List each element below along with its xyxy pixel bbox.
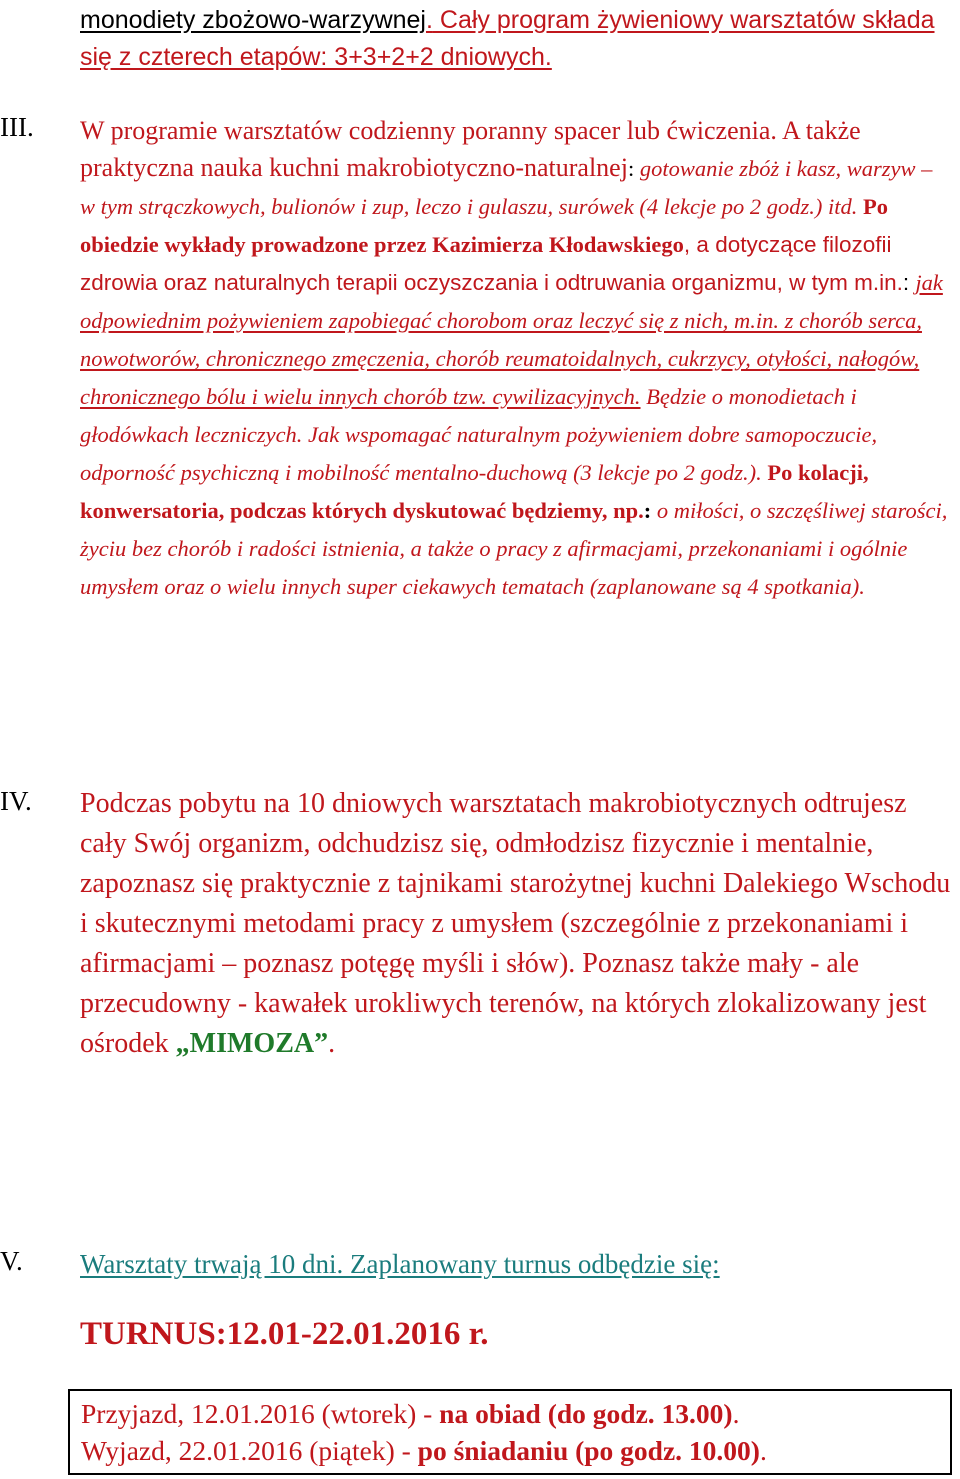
section-3-text-2: : (627, 156, 640, 181)
section-3-text-9: Po kolacji, konwersatoria, podczas których dyskutować będziemy, np. (80, 460, 869, 523)
intro-text-2: Cały program żywieniowy warsztatów składa się z czterech etapów: 3+3+2+2 dniowych. (80, 6, 935, 71)
dates-box (68, 1389, 952, 1475)
section-5-text: Warsztaty trwają 10 dni. Zaplanowany turnus odbędzie się: (80, 1249, 720, 1279)
arrival-end: . (732, 1398, 740, 1429)
section-3-text-8: Będzie o monodietach i głodówkach leczniczych. Jak wspomagać naturalnym pożywieniem dobre samopoczucie, odporność psychiczną i mobilność mentalno-duchową (3 lekcje po 2 godz.). (80, 384, 878, 485)
departure-line (81, 1435, 767, 1467)
section-3-text-3: gotowanie zbóż i kasz, warzyw – w tym strączkowych, bulionów i zup, leczo i gulaszu, surówek (4 lekcje po 2 godz.) itd. (80, 156, 933, 219)
arrival-label: Przyjazd, 12.01.2016 (wtorek) - (81, 1398, 440, 1429)
section-4-paragraph (80, 784, 952, 1064)
section-3-text-4: Po obiedzie wykłady prowadzone przez Kazimierza Kłodawskiego (80, 194, 889, 257)
intro-paragraph (80, 2, 952, 76)
section-3-number: III. (0, 112, 34, 142)
section-3-text-1: W programie warsztatów codzienny poranny spacer lub ćwiczenia. A także praktyczna nauka kuchni makrobiotyczno-naturalnej (80, 116, 861, 182)
departure-label: Wyjazd, 22.01.2016 (piątek) - (81, 1435, 418, 1466)
mimoza-name: „MIMOZA” (175, 1028, 329, 1059)
section-3-text-6: : (902, 270, 916, 295)
arrival-detail: na obiad (do godz. 13.00) (439, 1398, 733, 1429)
turnus-dates: TURNUS:12.01-22.01.2016 r. (80, 1316, 489, 1352)
section-5-number: V. (0, 1246, 23, 1276)
section-3-paragraph (80, 112, 952, 605)
section-3-text-10: : (643, 498, 657, 523)
departure-end: . (759, 1435, 767, 1466)
section-3-text-5: , a dotyczące filozofii zdrowia oraz naturalnych terapii oczyszczania i odtruwania organizmu, w tym m.in. (80, 232, 903, 295)
section-3-text-7: jak odpowiednim pożywieniem zapobiegać chorobom oraz leczyć się z nich, m.in. z chorób serca, nowotworów, chronicznego zmęczenia, chorób reumatoidalnych, cukrzycy, otyłości, nałogów, chronicznego bólu i wielu innych chorób tzw. cywilizacyjnych. (80, 270, 943, 409)
section-4-text: Podczas pobytu na 10 dniowych warsztatach makrobiotycznych odtrujesz cały Swój organizm, odchudzisz się, odmłodzisz fizycznie i mentalnie, zapoznasz się praktycznie z tajnikami starożytnej kuchni Dalekiego Wschodu i skutecznymi metodami pracy z umysłem (szczególnie z przekonaniami i afirmacjami – poznasz potęgę myśli i słów). Poznasz także mały - ale przecudowny - kawałek urokliwych terenów, na których zlokalizowany jest ośrodek (80, 788, 951, 1059)
intro-dot: . (425, 6, 433, 34)
section-5-paragraph (80, 1246, 952, 1282)
section-3-text-11: o miłości, o szczęśliwej starości, życiu bez chorób i radości istnienia, a także o pracy z afirmacjami, przekonaniami i ogólnie umysłem oraz o wielu innych super ciekawych tematach (zaplanowane są 4 spotkania). (80, 498, 948, 599)
intro-text-1: monodiety zbożowo-warzywnej (80, 6, 426, 34)
arrival-line (81, 1398, 739, 1430)
section-4-number: IV. (0, 786, 32, 816)
section-4-end: . (328, 1028, 336, 1059)
departure-detail: po śniadaniu (po godz. 10.00) (417, 1435, 760, 1466)
